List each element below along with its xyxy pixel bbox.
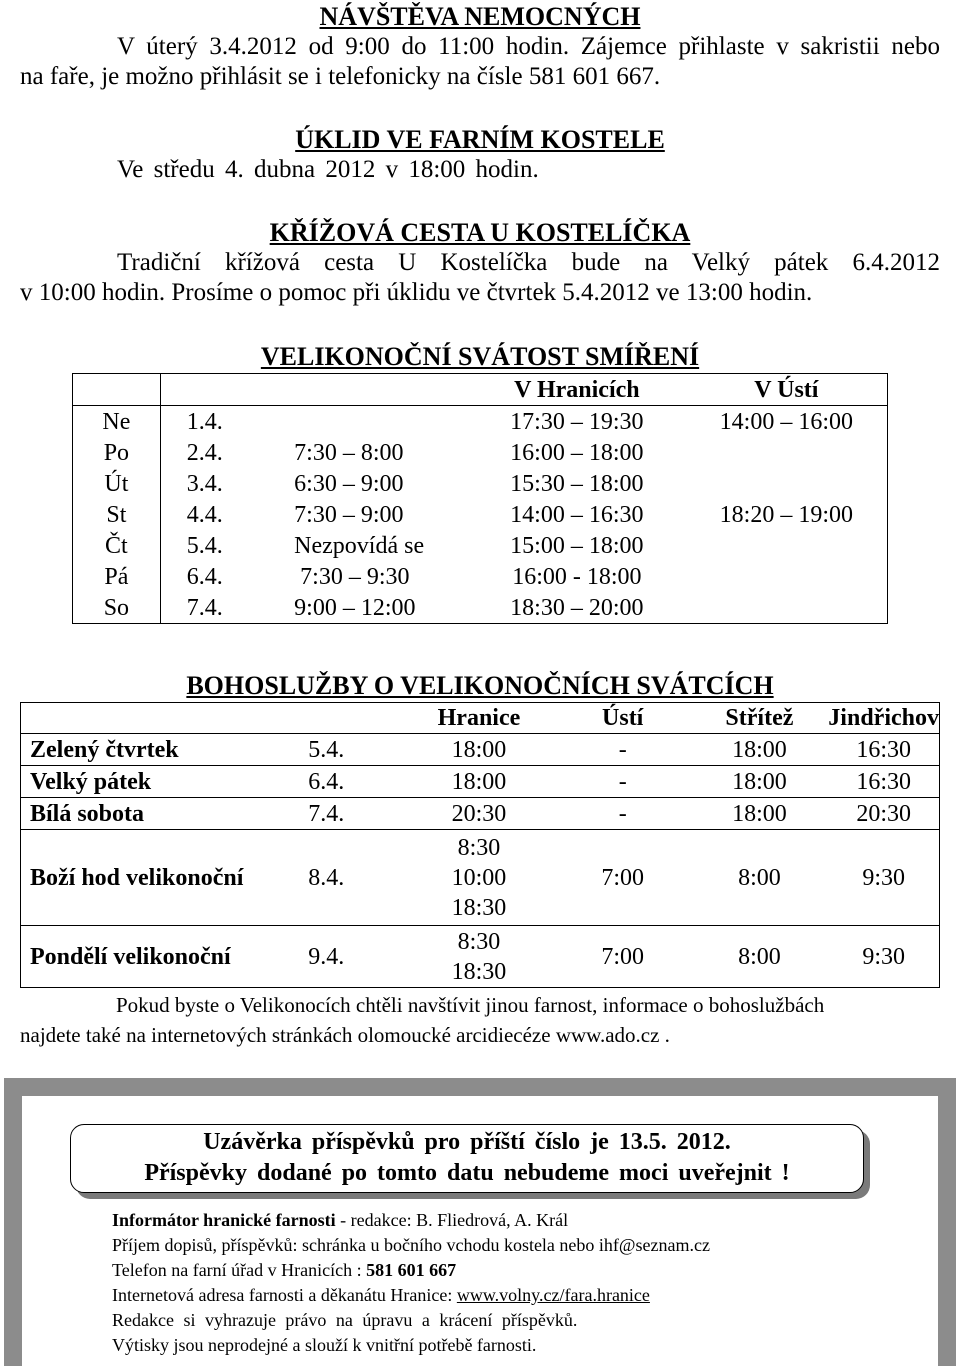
table-row — [73, 437, 888, 468]
service-name: Bílá sobota — [21, 798, 309, 830]
service-jindrichov: 20:30 — [828, 798, 939, 830]
visit-section — [0, 2, 960, 92]
table-row — [73, 468, 888, 499]
confession-day: Po — [73, 437, 161, 468]
service-name: Velký pátek — [21, 766, 309, 798]
confession-afternoon: 15:30 – 18:00 — [510, 471, 644, 497]
service-stritez: 18:00 — [691, 798, 829, 830]
table-row — [21, 766, 940, 798]
table-row — [21, 926, 940, 988]
deadline-line-1: Uzávěrka příspěvků pro příští číslo je 13.5. 2012. — [203, 1129, 731, 1155]
confession-usti — [686, 592, 888, 624]
services-title: BOHOSLUŽBY O VELIKONOČNÍCH SVÁTCÍCH — [186, 671, 774, 700]
confession-header-row — [73, 374, 888, 406]
editorial-line: Redakce si vyhrazuje právo na úpravu a krácení příspěvků. — [112, 1310, 578, 1330]
mail-line: Příjem dopisů, příspěvků: schránka u bočního vchodu kostela nebo ihf@seznam.cz — [112, 1235, 710, 1255]
cleaning-title: ÚKLID VE FARNÍM KOSTELE — [295, 125, 665, 154]
service-jindrichov: 9:30 — [828, 926, 939, 988]
confession-day: Út — [73, 468, 161, 499]
services-header-jindrichov: Jindřichov — [828, 703, 939, 734]
confession-section — [0, 342, 960, 372]
service-name: Pondělí velikonoční — [21, 926, 309, 988]
confession-morning — [256, 406, 468, 438]
note-line-2: najdete také na internetových stránkách olomoucké arcidiecéze www.ado.cz . — [20, 1023, 670, 1047]
confession-day: Pá — [73, 561, 161, 592]
service-stritez: 18:00 — [691, 766, 829, 798]
informator-title: Informátor hranické farnosti — [112, 1210, 336, 1230]
confession-afternoon: 16:00 – 18:00 — [510, 440, 644, 466]
service-hranice: 20:30 — [403, 798, 555, 830]
confession-date: 2.4. — [186, 440, 223, 466]
table-row — [73, 530, 888, 561]
confession-header-hranice: V Hranicích — [468, 374, 686, 406]
confession-morning: 7:30 – 8:00 — [294, 440, 404, 466]
service-usti: 7:00 — [555, 926, 691, 988]
confession-day: Čt — [73, 530, 161, 561]
confession-table — [72, 373, 888, 624]
services-header-row — [21, 703, 940, 734]
service-hranice-multi — [403, 926, 555, 988]
confession-day: St — [73, 499, 161, 530]
service-hranice-time: 10:00 — [451, 864, 507, 891]
deadline-notice — [70, 1124, 864, 1193]
service-stritez: 8:00 — [691, 830, 829, 926]
service-stritez: 8:00 — [691, 926, 829, 988]
services-table — [20, 702, 940, 988]
confession-usti — [686, 530, 888, 561]
confession-afternoon: 14:00 – 16:30 — [510, 502, 644, 528]
table-row — [21, 734, 940, 766]
stations-section — [0, 218, 960, 308]
confession-usti: 14:00 – 16:00 — [686, 406, 888, 438]
footer-frame — [4, 1078, 956, 1366]
service-usti: - — [555, 798, 691, 830]
note-line-1: Pokud byste o Velikonocích chtěli navštívit jinou farnost, informace o bohoslužbách — [116, 993, 825, 1017]
confession-date: 3.4. — [186, 471, 223, 497]
confession-morning: 9:00 – 12:00 — [256, 592, 468, 624]
stations-line-1: Tradiční křížová cesta U Kostelíčka bude na Velký pátek 6.4.2012 — [117, 249, 940, 276]
table-row — [21, 798, 940, 830]
informator-editors: - redakce: B. Fliedrová, A. Král — [335, 1210, 569, 1230]
confession-afternoon: 17:30 – 19:30 — [510, 409, 644, 435]
service-date: 7.4. — [308, 798, 403, 830]
confession-afternoon: 18:30 – 20:00 — [468, 592, 686, 624]
service-date: 8.4. — [308, 830, 403, 926]
table-row — [73, 499, 888, 530]
confession-usti: 18:20 – 19:00 — [686, 499, 888, 530]
note-paragraph — [20, 990, 940, 1050]
confession-header-usti: V Ústí — [686, 374, 888, 406]
cleaning-line-1: Ve středu 4. dubna 2012 v 18:00 hodin. — [117, 156, 539, 183]
visit-title: NÁVŠTĚVA NEMOCNÝCH — [319, 2, 641, 31]
phone-number: 581 601 667 — [366, 1260, 457, 1280]
confession-morning: 7:30 – 9:30 — [300, 564, 410, 590]
stations-title: KŘÍŽOVÁ CESTA U KOSTELÍČKA — [269, 218, 691, 247]
service-usti: 7:00 — [555, 830, 691, 926]
table-row — [73, 406, 888, 438]
confession-usti — [686, 561, 888, 592]
deadline-line-2: Příspěvky dodané po tomto datu nebudeme moci uveřejnit ! — [144, 1160, 790, 1186]
confession-date: 7.4. — [160, 592, 256, 624]
web-link[interactable]: www.volny.cz/fara.hranice — [456, 1285, 650, 1305]
confession-morning: 6:30 – 9:00 — [294, 471, 404, 497]
confession-morning: 7:30 – 9:00 — [294, 502, 404, 528]
service-date: 9.4. — [308, 926, 403, 988]
service-usti: - — [555, 734, 691, 766]
service-hranice-time: 18:30 — [451, 894, 507, 921]
confession-usti — [686, 437, 888, 468]
web-line — [112, 1283, 912, 1308]
phone-label: Telefon na farní úřad v Hranicích : — [112, 1260, 367, 1280]
distribution-line: Výtisky jsou neprodejné a slouží k vnitřní potřebě farnosti. — [112, 1335, 537, 1355]
confession-title: VELIKONOČNÍ SVÁTOST SMÍŘENÍ — [260, 342, 700, 371]
service-hranice-time: 8:30 — [457, 834, 501, 861]
service-hranice-time: 8:30 — [457, 928, 501, 955]
confession-date: 5.4. — [186, 533, 223, 559]
confession-afternoon: 15:00 – 18:00 — [510, 533, 644, 559]
service-hranice-multi — [403, 830, 555, 926]
table-row — [73, 592, 888, 624]
service-date: 5.4. — [308, 734, 403, 766]
service-hranice-time: 18:30 — [451, 958, 507, 985]
service-date: 6.4. — [308, 766, 403, 798]
service-jindrichov: 16:30 — [828, 734, 939, 766]
stations-line-2: v 10:00 hodin. Prosíme o pomoc při úklidu ve čtvrtek 5.4.2012 ve 13:00 hodin. — [20, 279, 813, 306]
confession-date: 6.4. — [186, 564, 223, 590]
confession-afternoon: 16:00 - 18:00 — [512, 564, 642, 590]
confession-day: Ne — [73, 406, 161, 438]
service-hranice: 18:00 — [403, 734, 555, 766]
visit-line-1: V úterý 3.4.2012 od 9:00 do 11:00 hodin. Zájemce přihlaste v sakristii nebo — [117, 33, 940, 60]
visit-line-2: na faře, je možno přihlásit se i telefonicky na čísle 581 601 667. — [20, 63, 661, 90]
services-section — [0, 671, 960, 701]
cleaning-section — [0, 125, 960, 185]
confession-date: 4.4. — [186, 502, 223, 528]
table-row — [73, 561, 888, 592]
footer-panel — [22, 1096, 938, 1366]
table-row — [21, 830, 940, 926]
services-header-hranice: Hranice — [403, 703, 555, 734]
confession-morning: Nezpovídá se — [294, 533, 425, 559]
service-jindrichov: 16:30 — [828, 766, 939, 798]
services-header-stritez: Střítež — [691, 703, 829, 734]
confession-usti — [686, 468, 888, 499]
confession-date: 1.4. — [186, 409, 223, 435]
services-header-usti: Ústí — [555, 703, 691, 734]
service-name: Boží hod velikonoční — [21, 830, 309, 926]
contact-info — [112, 1208, 912, 1358]
service-jindrichov: 9:30 — [828, 830, 939, 926]
service-hranice: 18:00 — [403, 766, 555, 798]
service-name: Zelený čtvrtek — [21, 734, 309, 766]
web-label: Internetová adresa farnosti a děkanátu Hranice: — [112, 1285, 457, 1305]
service-stritez: 18:00 — [691, 734, 829, 766]
phone-line — [112, 1258, 912, 1283]
confession-day: So — [73, 592, 161, 624]
service-usti: - — [555, 766, 691, 798]
informator-line — [112, 1208, 912, 1233]
